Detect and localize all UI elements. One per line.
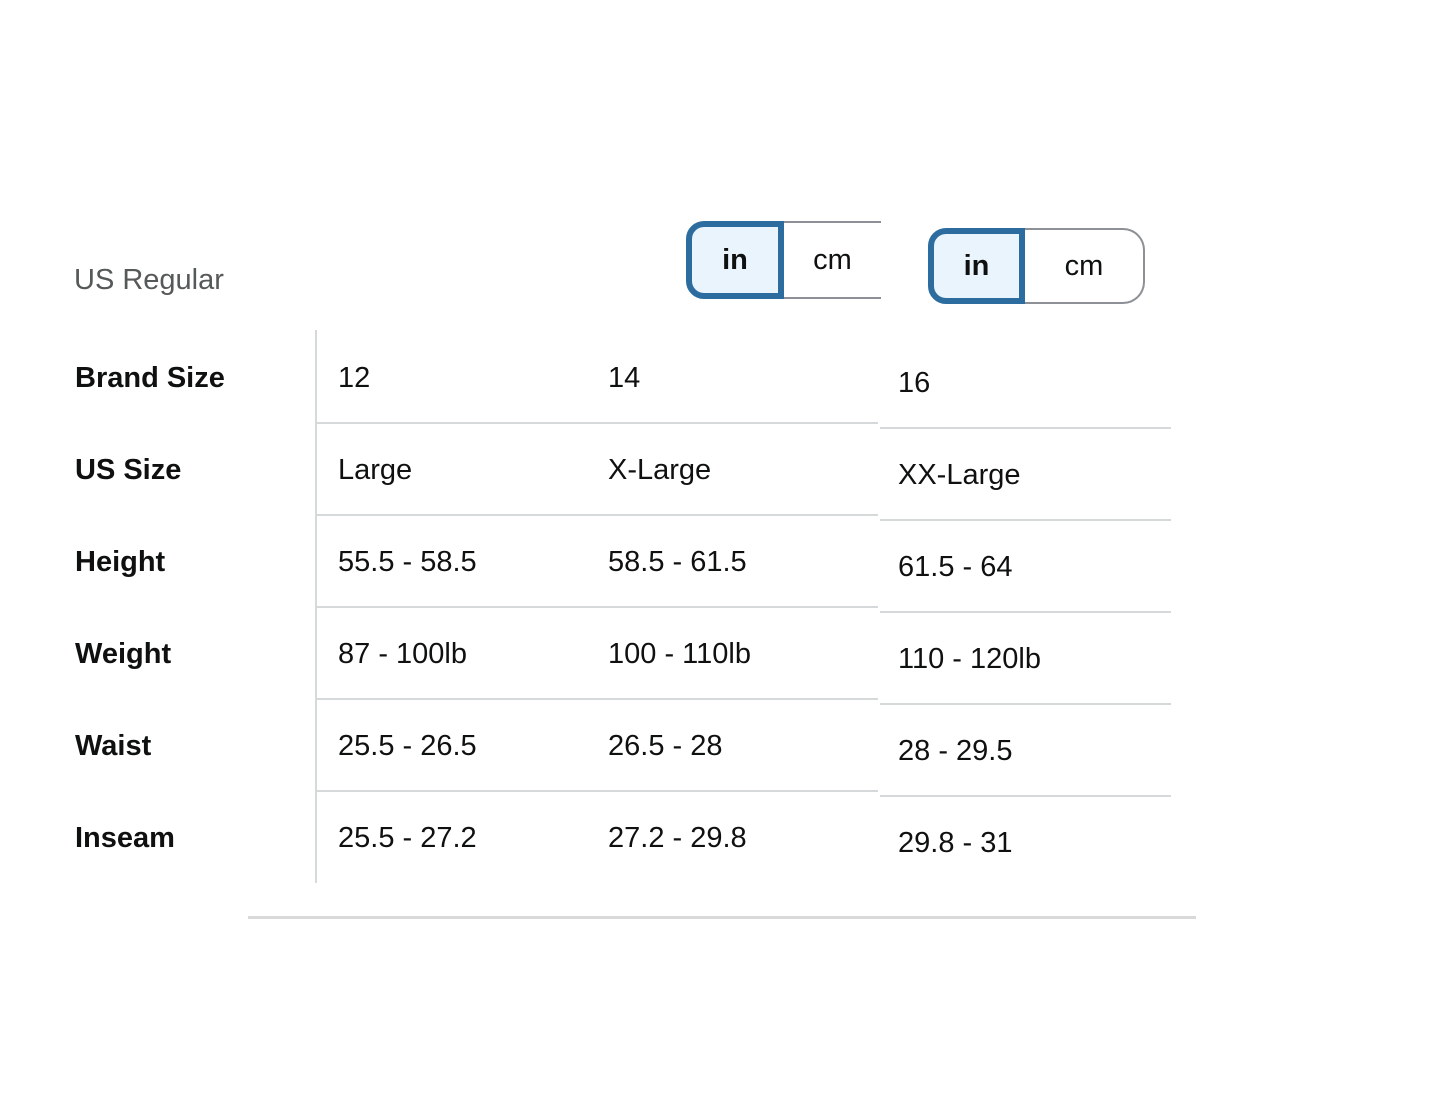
- cell-inseam-1: 25.5 - 27.2: [338, 821, 477, 854]
- row-separator: [880, 703, 1171, 705]
- cell-height-3: 61.5 - 64: [898, 550, 1013, 583]
- cell-weight-1: 87 - 100lb: [338, 637, 467, 670]
- cell-brand-size-3: 16: [898, 366, 931, 399]
- row-label-height: Height: [75, 545, 166, 578]
- cell-height-2: 58.5 - 61.5: [608, 545, 747, 578]
- bottom-rule: [248, 916, 1196, 919]
- cell-inseam-2: 27.2 - 29.8: [608, 821, 747, 854]
- row-separator: [880, 519, 1171, 521]
- cell-waist-2: 26.5 - 28: [608, 729, 723, 762]
- cell-inseam-3: 29.8 - 31: [898, 826, 1013, 859]
- row-label-weight: Weight: [75, 637, 172, 670]
- row-separator: [316, 606, 878, 608]
- unit-toggle-group-1: [686, 221, 881, 299]
- cell-brand-size-2: 14: [608, 361, 641, 394]
- cell-weight-2: 100 - 110lb: [608, 637, 751, 670]
- cell-us-size-1: Large: [338, 453, 413, 486]
- cell-waist-1: 25.5 - 26.5: [338, 729, 477, 762]
- cell-weight-3: 110 - 120lb: [898, 642, 1041, 675]
- row-separator: [880, 611, 1171, 613]
- row-separator: [316, 790, 878, 792]
- cell-waist-3: 28 - 29.5: [898, 734, 1013, 767]
- cell-brand-size-1: 12: [338, 361, 371, 394]
- unit-in-button[interactable]: in: [686, 221, 784, 299]
- row-label-inseam: Inseam: [75, 821, 175, 854]
- cell-height-1: 55.5 - 58.5: [338, 545, 477, 578]
- row-separator: [316, 698, 878, 700]
- row-separator: [316, 422, 878, 424]
- row-label-waist: Waist: [75, 729, 152, 762]
- row-label-us-size: US Size: [75, 453, 182, 486]
- unit-cm-button[interactable]: cm: [1025, 228, 1145, 304]
- unit-toggle-group-2: [928, 228, 1145, 304]
- cell-us-size-3: XX-Large: [898, 458, 1021, 491]
- row-separator: [880, 795, 1171, 797]
- row-label-brand-size: Brand Size: [75, 361, 225, 394]
- cell-us-size-2: X-Large: [608, 453, 712, 486]
- row-separator: [316, 514, 878, 516]
- row-separator: [880, 427, 1171, 429]
- unit-cm-button[interactable]: cm: [784, 221, 881, 299]
- fit-type-label: US Regular: [74, 263, 224, 296]
- unit-in-button[interactable]: in: [928, 228, 1025, 304]
